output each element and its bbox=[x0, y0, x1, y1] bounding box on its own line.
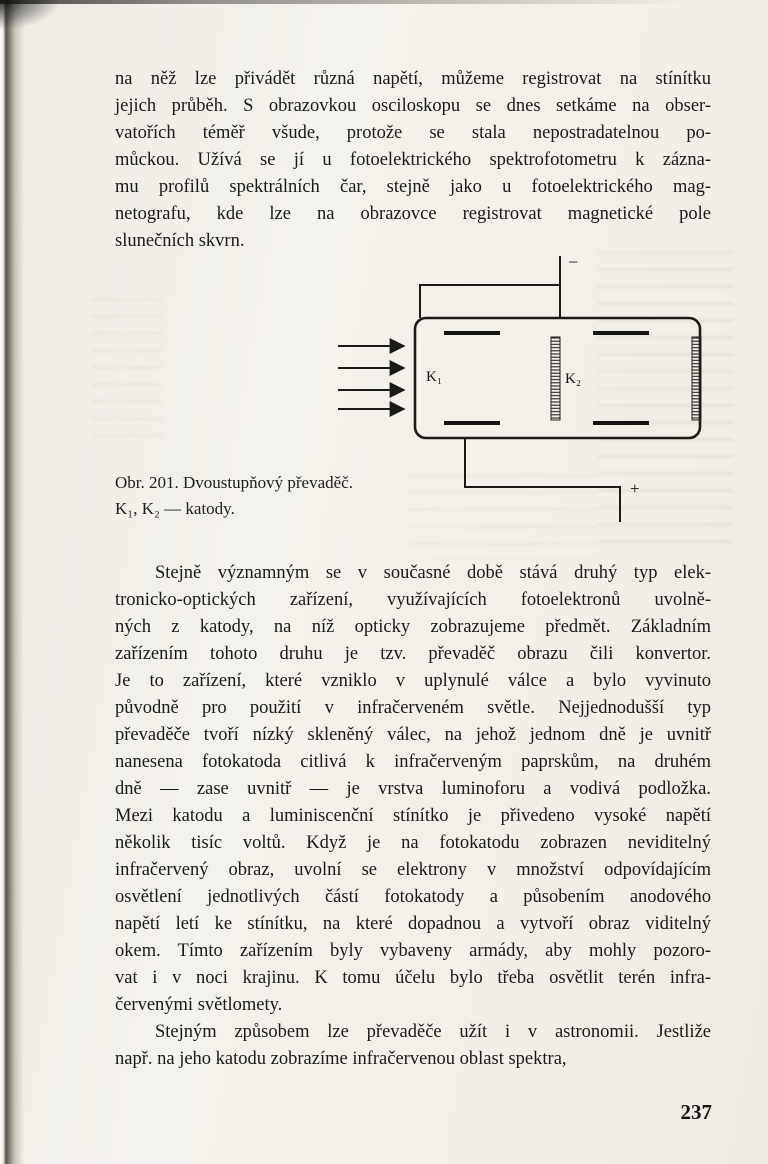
text-line: vat i v noci krajinu. K tomu účelu bylo třeba osvětlit terén infra- bbox=[115, 968, 711, 988]
text-line: převaděče tvoří nízký skleněný válec, na jehož jednom dně je uvnitř bbox=[115, 725, 711, 745]
text-line: Stejně významným se v současné době stává druhý typ elek- bbox=[155, 563, 711, 583]
text-line: tronicko-optických zařízení, využívajících fotoelektronů uvolně- bbox=[115, 590, 711, 610]
text-line: Je to zařízení, které vzniklo v uplynulé válce a bylo vyvinuto bbox=[115, 671, 711, 691]
text-line: infračervený obraz, uvolní se elektrony v množství odpovídajícím bbox=[115, 860, 711, 880]
caption-line-1: Obr. 201. Dvoustupňový převaděč. bbox=[115, 473, 353, 492]
text-line: zařízením tohoto druhu je tzv. převaděč obrazu čili konvertor. bbox=[115, 644, 711, 664]
text-line: napětí letí ke stínítku, na které dopadnou a vytvoří obraz viditelný bbox=[115, 914, 711, 934]
positive-lead bbox=[465, 438, 620, 522]
ink-bleedthrough bbox=[92, 292, 162, 442]
text-line: můckou. Užívá se jí u fotoelektrického spektrofotometru k zázna- bbox=[115, 150, 711, 170]
text-line: ných z katody, na níž opticky zobrazujeme předmět. Základním bbox=[115, 617, 711, 637]
figure-201 bbox=[330, 250, 720, 535]
paragraph-3 bbox=[115, 1019, 711, 1073]
electron-arrows-icon bbox=[338, 346, 404, 409]
page-top-edge bbox=[0, 0, 768, 4]
paragraph-2 bbox=[115, 560, 711, 1019]
text-line: dně — zase uvnitř — je vrstva luminoforu a vodivá podložka. bbox=[115, 779, 711, 799]
text-line: mu profilů spektrálních čar, stejně jako u fotoelektrického mag- bbox=[115, 177, 711, 197]
negative-lead bbox=[420, 256, 560, 318]
plus-label: + bbox=[630, 479, 640, 498]
text-line: osvětlení jednotlivých částí fotokatody a působením anodového bbox=[115, 887, 711, 907]
caption-line-2: K₁, K₂ — katody. bbox=[115, 499, 235, 518]
figure-caption bbox=[115, 470, 353, 522]
text-line: netografu, kde lze na obrazovce registrovat magnetické pole bbox=[115, 204, 711, 224]
minus-label: − bbox=[568, 252, 579, 272]
text-line: na něž lze přivádět různá napětí, můžeme registrovat na stínítku bbox=[115, 69, 711, 89]
page-edge-shadow bbox=[0, 0, 24, 1164]
text-line: Stejným způsobem lze převaděče užít i v astronomii. Jestliže bbox=[155, 1022, 711, 1042]
k2-label: K₂ bbox=[565, 371, 582, 387]
text-line: nanesena fotokatoda citlivá k infračerveným paprskům, na druhém bbox=[115, 752, 711, 772]
text-line: slunečních skvrn. bbox=[115, 231, 245, 251]
text-line: červenými světlomety. bbox=[115, 995, 283, 1015]
text-line: okem. Tímto zařízením byly vybaveny armády, aby mohly pozoro- bbox=[115, 941, 711, 961]
text-line: jejich průběh. S obrazovkou osciloskopu se dnes setkáme na obser- bbox=[115, 96, 711, 116]
screen-strip-right bbox=[692, 337, 701, 420]
converter-diagram bbox=[330, 250, 720, 535]
electrode-plates bbox=[444, 333, 649, 423]
page-corner-shadow bbox=[0, 0, 60, 30]
text-line: vatořích téměř všude, protože se stala nepostradatelnou po- bbox=[115, 123, 711, 143]
page-number: 237 bbox=[680, 1100, 712, 1124]
k1-label: K₁ bbox=[426, 369, 443, 385]
text-line: několik tisíc voltů. Když je na fotokatodu zobrazen neviditelný bbox=[115, 833, 711, 853]
text-line: původně pro použití v infračerveném světle. Nejjednodušší typ bbox=[115, 698, 711, 718]
text-line: např. na jeho katodu zobrazíme infračervenou oblast spektra, bbox=[115, 1049, 567, 1069]
text-line: Mezi katodu a luminiscenční stínítko je přivedeno vysoké napětí bbox=[115, 806, 711, 826]
screen-strip-middle bbox=[551, 337, 560, 420]
paragraph-1 bbox=[115, 66, 711, 255]
